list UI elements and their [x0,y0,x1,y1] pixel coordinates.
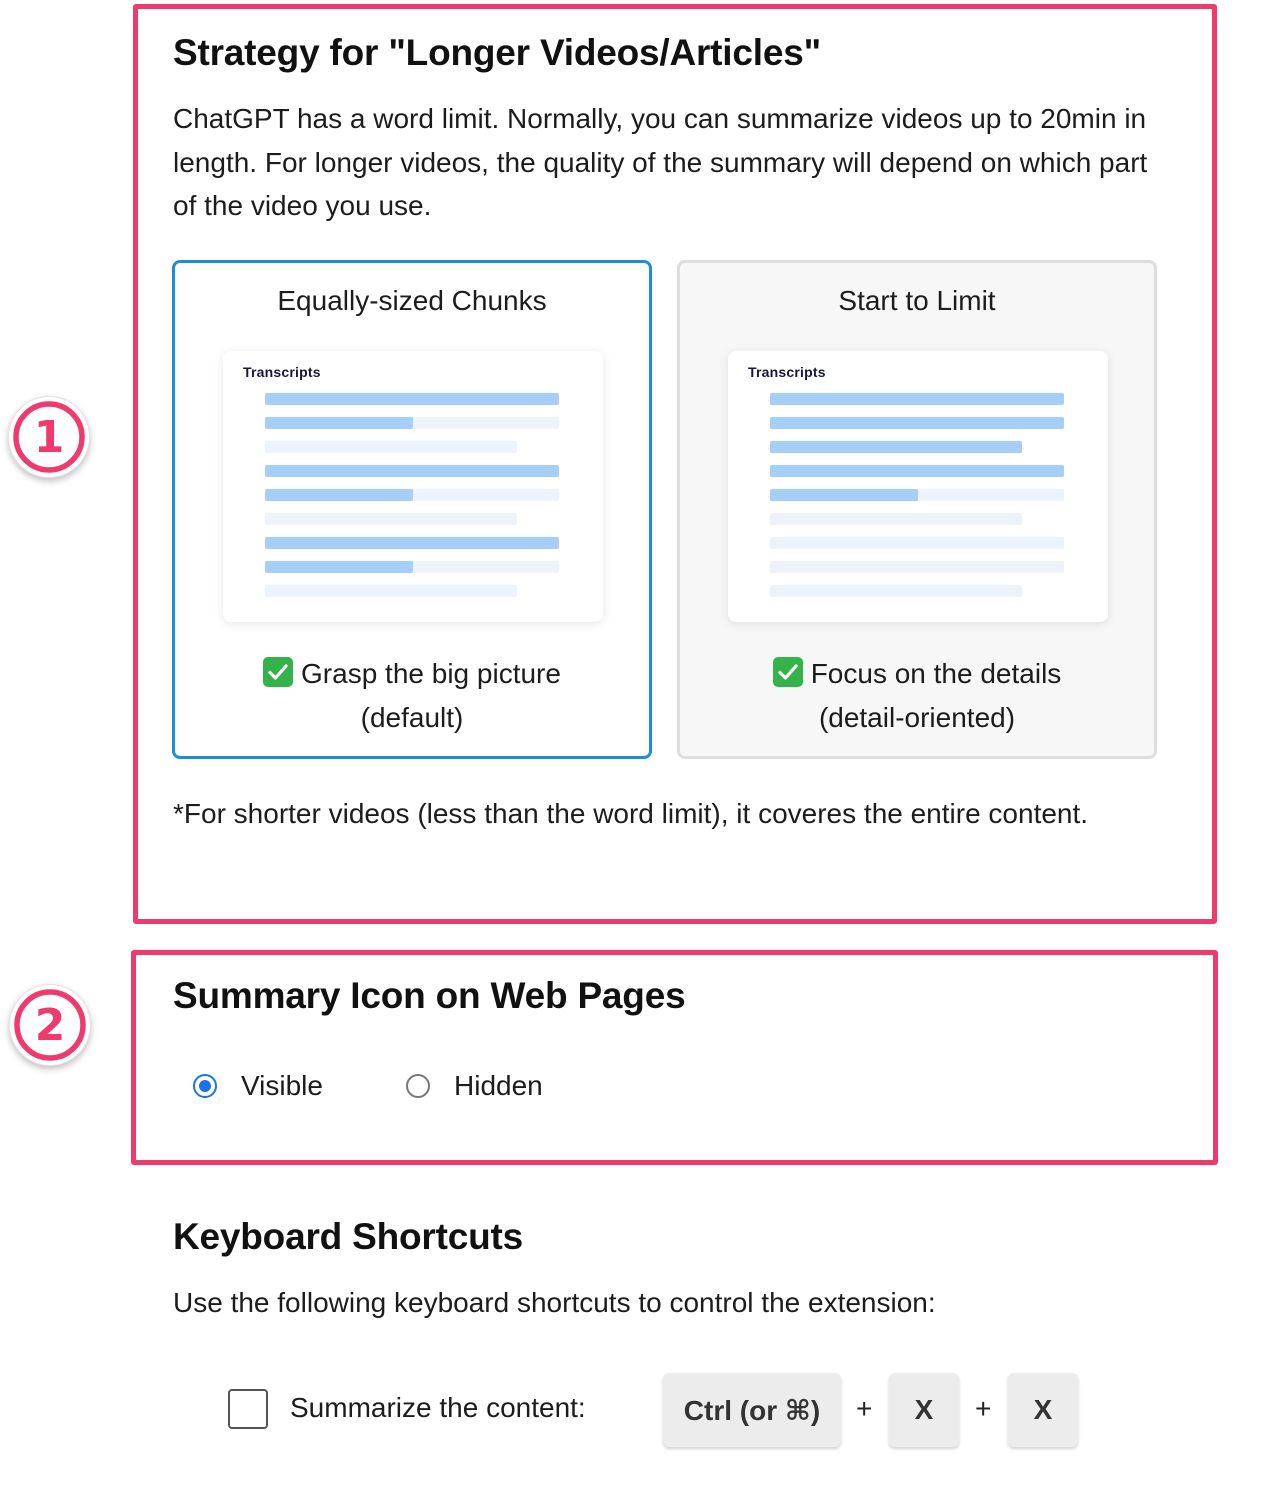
transcript-bar [770,561,1064,573]
transcript-bar [770,393,1064,405]
caption-line1: Grasp the big picture [301,658,561,689]
transcript-preview [728,351,1108,622]
strategy-option-equal-chunks[interactable] [172,260,652,759]
radio-label: Hidden [454,1070,543,1101]
check-icon [263,657,293,687]
card-title: Start to Limit [838,285,996,316]
preview-label: Transcripts [748,364,826,380]
summary-icon-title: Summary Icon on Web Pages [173,975,686,1016]
strategy-note: *For shorter videos (less than the word limit), it coveres the entire content. [173,798,1089,829]
transcript-bar [265,417,413,429]
shortcut-summarize-label: Summarize the content: [290,1392,586,1423]
transcript-bar [265,465,559,477]
transcript-bar [265,561,413,573]
transcript-bar [265,489,413,501]
transcript-bar [770,465,1064,477]
shortcuts-title: Keyboard Shortcuts [173,1216,524,1257]
transcript-bar [770,513,1022,525]
strategy-title: Strategy for "Longer Videos/Articles" [173,32,821,73]
key-separator: + [856,1393,873,1424]
transcript-bar [770,489,918,501]
card-title: Equally-sized Chunks [277,285,547,316]
transcript-preview [223,351,603,622]
key-x: X [889,1373,959,1447]
step-badge-2 [9,984,91,1066]
key-x: X [1008,1373,1078,1447]
caption-line2: (default) [360,702,464,733]
strategy-option-start-to-limit[interactable] [677,260,1157,759]
transcript-bar [265,585,517,597]
strategy-description: ChatGPT has a word limit. Normally, you can summarize videos up to 20min in length. For longer videos, the quality of the summary will depend on which part of the video you use. [173,103,1148,221]
card-caption [175,652,649,740]
circled-number-2-icon [10,985,90,1065]
step-badge-1 [8,396,90,478]
caption-line1: Focus on the details [810,658,1062,689]
radio-hidden[interactable] [406,1064,543,1108]
svg-text:2: 2 [34,1000,66,1051]
transcript-bar [770,537,1064,549]
svg-text:1: 1 [33,412,65,463]
key-ctrl-cmd: Ctrl (or ⌘) [663,1373,841,1447]
key-separator: + [975,1393,992,1424]
shortcut-summarize-checkbox[interactable] [228,1389,268,1429]
circled-number-1-icon [9,397,89,477]
radio-label: Visible [241,1070,323,1101]
card-caption [680,652,1154,740]
shortcuts-description: Use the following keyboard shortcuts to control the extension: [173,1287,936,1318]
check-icon [773,657,803,687]
transcript-bar [770,441,1022,453]
transcript-bar [265,441,517,453]
transcript-bar [770,417,1064,429]
transcript-bar [265,393,559,405]
transcript-bar [265,537,559,549]
transcript-bar [265,513,517,525]
preview-label: Transcripts [243,364,321,380]
caption-line2: (detail-oriented) [818,702,1016,733]
radio-visible[interactable] [193,1064,323,1108]
radio-button-unchecked[interactable] [406,1074,430,1098]
transcript-bar [770,585,1022,597]
radio-button-checked[interactable] [193,1074,217,1098]
